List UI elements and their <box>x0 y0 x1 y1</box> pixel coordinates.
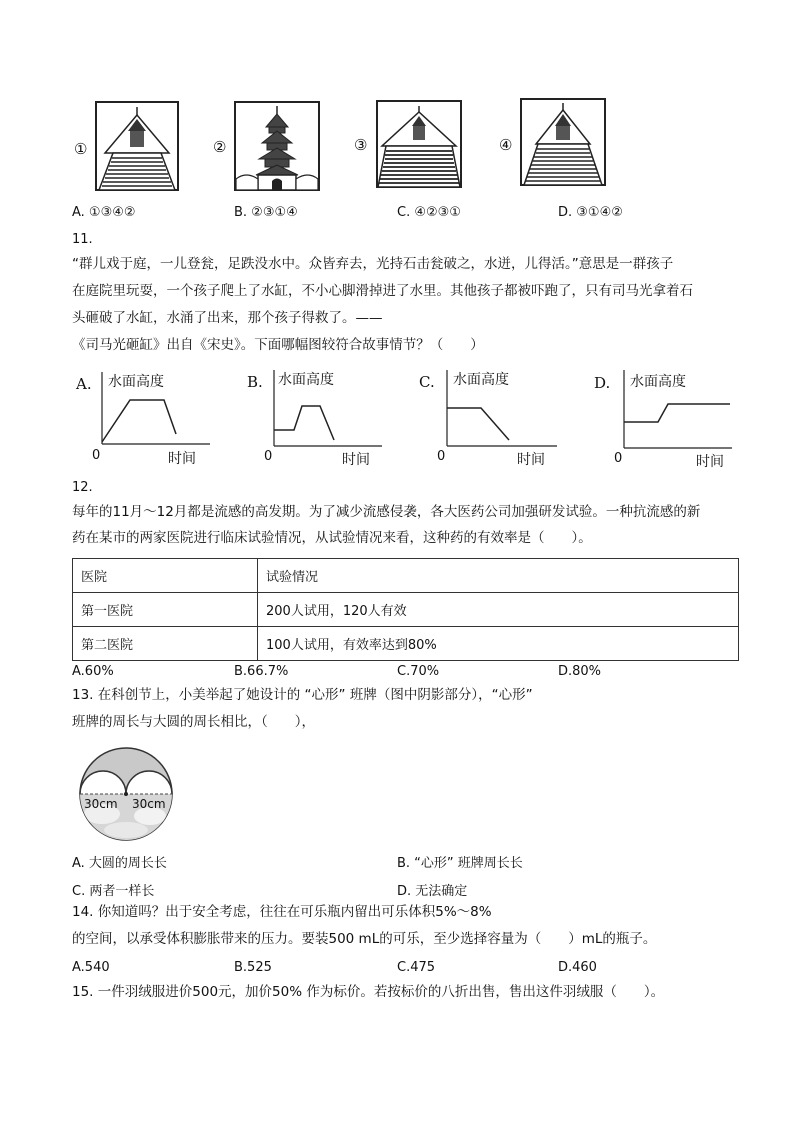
q12-option-d[interactable]: D.80% <box>558 664 602 679</box>
q10-option-b[interactable]: B. ②③①④ <box>234 205 298 220</box>
table-cell: 200人试用，120人有效 <box>258 593 739 627</box>
graph-c-x-title: 时间 <box>517 452 545 468</box>
table-header-cell: 医院 <box>73 559 258 593</box>
table-row <box>73 627 739 661</box>
q10-option-a[interactable]: A. ①③④② <box>72 205 136 220</box>
q13-option-c[interactable]: C. 两者一样长 <box>72 884 155 899</box>
graph-b-y-title: 水面高度 <box>278 372 334 388</box>
q10-option-c[interactable]: C. ④②③① <box>397 205 461 220</box>
graph-a-origin: 0 <box>92 448 101 463</box>
table-cell: 第二医院 <box>73 627 258 661</box>
heart-circle-figure <box>72 746 182 842</box>
q12-text-line: 药在某市的两家医院进行临床试验情况，从试验情况来看，这种药的有效率是（ ）。 <box>72 530 592 546</box>
q14-text-line: 14. 你知道吗？出于安全考虑，往往在可乐瓶内留出可乐体积5%～8% <box>72 904 492 920</box>
pagoda-picture-2 <box>234 101 320 191</box>
q13-option-a[interactable]: A. 大圆的周长长 <box>72 856 167 871</box>
q15-text: 15. 一件羽绒服进价500元，加价50% 作为标价。若按标价的八折出售，售出这件羽绒服（ ）。 <box>72 984 665 1000</box>
q12-option-b[interactable]: B.66.7% <box>234 664 289 679</box>
graph-b-plot <box>262 366 392 468</box>
radius-label-right: 30cm <box>132 797 166 811</box>
table-cell: 100人试用，有效率达到80% <box>258 627 739 661</box>
graph-b-x-title: 时间 <box>342 452 370 468</box>
q13-option-b[interactable]: B. “心形” 班牌周长长 <box>397 856 523 871</box>
q12-text-line: 每年的11月～12月都是流感的高发期。为了减少流感侵袭，各大医药公司加强研发试验。一种抗流感的新 <box>72 504 701 520</box>
q11-text-line: 头砸破了水缸，水涌了出来，那个孩子得救了。—— <box>72 310 383 326</box>
graph-c-plot <box>435 366 565 468</box>
graph-a-x-title: 时间 <box>168 451 196 466</box>
q10-option-d[interactable]: D. ③①④② <box>558 205 623 220</box>
q12-number: 12. <box>72 480 93 495</box>
pagoda-picture-4 <box>520 98 606 186</box>
trial-table <box>72 558 739 661</box>
q12-option-c[interactable]: C.70% <box>397 664 440 679</box>
graph-d-plot <box>612 366 742 470</box>
q14-text-line: 的空间，以承受体积膨胀带来的压力。要装500 mL的可乐，至少选择容量为（ ）mL的瓶子。 <box>72 931 657 947</box>
q14-option-c[interactable]: C.475 <box>397 960 436 975</box>
q11-text-line: “群儿戏于庭，一儿登瓮，足跌没水中。众皆弃去，光持石击瓮破之，水迸，儿得活。”意思是一群孩子 <box>72 256 674 272</box>
table-cell: 第一医院 <box>73 593 258 627</box>
graph-b-origin: 0 <box>264 449 273 464</box>
graph-label-c: C. <box>419 373 435 391</box>
q13-text-line: 班牌的周长与大圆的周长相比，（ ）， <box>72 714 315 730</box>
graph-label-a: A. <box>76 375 92 393</box>
pagoda-picture-1 <box>95 101 179 191</box>
graph-a-plot <box>90 366 220 466</box>
q14-option-b[interactable]: B.525 <box>234 960 272 975</box>
graph-a-y-title: 水面高度 <box>108 374 164 390</box>
q11-text-line: 在庭院里玩耍，一个孩子爬上了水缸，不小心脚滑掉进了水里。其他孩子都被吓跑了，只有司马光拿着石 <box>72 283 693 299</box>
picture-label-2: ② <box>213 138 227 156</box>
q11-number: 11. <box>72 232 93 247</box>
q13-option-d[interactable]: D. 无法确定 <box>397 884 468 899</box>
q13-text-line: 13. 在科创节上，小美举起了她设计的 “心形” 班牌（图中阴影部分），“心形” <box>72 687 533 703</box>
q11-text-line: 《司马光砸缸》出自《宋史》。下面哪幅图较符合故事情节？（ ） <box>72 337 484 353</box>
graph-label-b: B. <box>247 373 263 391</box>
q14-option-a[interactable]: A.540 <box>72 960 110 975</box>
radius-label-left: 30cm <box>84 797 118 811</box>
table-row <box>73 593 739 627</box>
picture-label-1: ① <box>74 140 88 158</box>
picture-label-3: ③ <box>354 136 368 154</box>
graph-d-y-title: 水面高度 <box>630 374 686 390</box>
pagoda-picture-3 <box>376 100 462 188</box>
graph-c-y-title: 水面高度 <box>453 372 509 388</box>
graph-label-d: D. <box>594 374 611 392</box>
graph-d-origin: 0 <box>614 451 623 466</box>
picture-label-4: ④ <box>499 136 513 154</box>
table-header-row <box>73 559 739 593</box>
table-header-cell: 试验情况 <box>258 559 739 593</box>
graph-c-origin: 0 <box>437 449 446 464</box>
graph-d-x-title: 时间 <box>696 454 724 470</box>
q14-option-d[interactable]: D.460 <box>558 960 597 975</box>
q12-option-a[interactable]: A.60% <box>72 664 114 679</box>
